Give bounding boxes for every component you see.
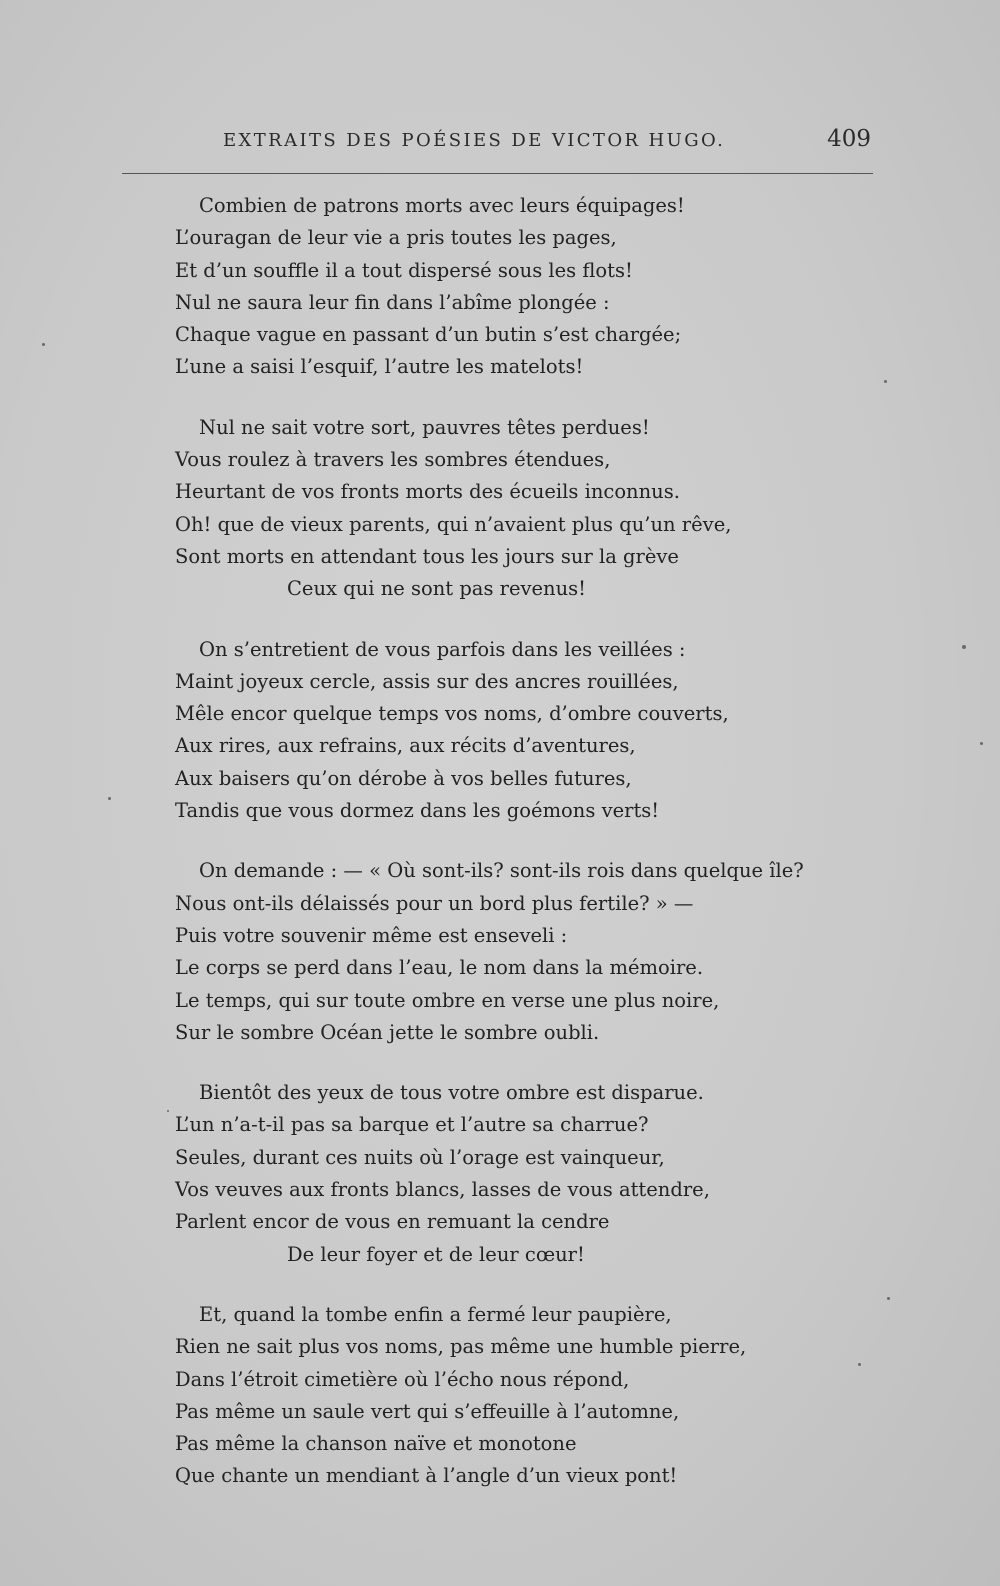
verse-line: Bientôt des yeux de tous votre ombre est disparue. xyxy=(199,1081,704,1105)
verse-line: L’un n’a-t-il pas sa barque et l’autre sa charrue? xyxy=(175,1113,649,1137)
verse-line: Parlent encor de vous en remuant la cendre xyxy=(175,1210,610,1234)
verse-line: Mêle encor quelque temps vos noms, d’ombre couverts, xyxy=(175,702,729,726)
verse-line: Oh! que de vieux parents, qui n’avaient plus qu’un rêve, xyxy=(175,512,732,536)
page-number: 409 xyxy=(827,126,871,152)
paper-speck xyxy=(962,645,966,649)
verse-line: Nous ont-ils délaissés pour un bord plus fertile? » — xyxy=(175,891,694,915)
paper-speck xyxy=(167,1110,169,1112)
verse-line: Aux rires, aux refrains, aux récits d’aventures, xyxy=(175,734,636,758)
verse-line: Vos veuves aux fronts blancs, lasses de vous attendre, xyxy=(175,1178,710,1202)
verse-line: Pas même un saule vert qui s’effeuille à l’automne, xyxy=(175,1399,680,1423)
verse-line: Que chante un mendiant à l’angle d’un vieux pont! xyxy=(175,1464,678,1488)
verse-line: Le corps se perd dans l’eau, le nom dans la mémoire. xyxy=(175,956,704,980)
stanza xyxy=(175,412,855,606)
verse-line: L’une a saisi l’esquif, l’autre les matelots! xyxy=(175,355,584,379)
verse-line: Combien de patrons morts avec leurs équipages! xyxy=(199,194,685,217)
verse-line: On s’entretient de vous parfois dans les veillées : xyxy=(199,637,686,661)
verse-line: On demande : — « Où sont-ils? sont-ils rois dans quelque île? xyxy=(199,859,804,883)
verse-line: Seules, durant ces nuits où l’orage est vainqueur, xyxy=(175,1145,665,1169)
verse-line: Le temps, qui sur toute ombre en verse une plus noire, xyxy=(175,988,720,1012)
page-header xyxy=(120,124,875,164)
verse-line: Et d’un souffle il a tout dispersé sous les flots! xyxy=(175,258,633,282)
verse-line: L’ouragan de leur vie a pris toutes les pages, xyxy=(175,226,617,250)
verse-line: Dans l’étroit cimetière où l’écho nous répond, xyxy=(175,1367,630,1391)
stanza xyxy=(175,855,855,1049)
verse-line: Ceux qui ne sont pas revenus! xyxy=(287,577,587,601)
verse-line: Rien ne sait plus vos noms, pas même une humble pierre, xyxy=(175,1335,747,1359)
stanza xyxy=(175,1299,855,1493)
paper-speck xyxy=(42,343,45,346)
verse-line: Nul ne sait votre sort, pauvres têtes perdues! xyxy=(199,415,650,439)
verse-line: Et, quand la tombe enfin a fermé leur paupière, xyxy=(199,1302,672,1326)
verse-line: Pas même la chanson naïve et monotone xyxy=(175,1432,577,1456)
stanza xyxy=(175,634,855,828)
running-head: EXTRAITS DES POÉSIES DE VICTOR HUGO. xyxy=(223,130,726,151)
verse-line: Heurtant de vos fronts morts des écueils inconnus. xyxy=(175,480,680,504)
verse-line: Vous roulez à travers les sombres étendues, xyxy=(175,448,611,472)
verse-line: Maint joyeux cercle, assis sur des ancres rouillées, xyxy=(175,669,679,693)
stanza xyxy=(175,1077,855,1271)
paper-speck xyxy=(884,380,887,383)
paper-speck xyxy=(887,1297,890,1300)
verse-line: Chaque vague en passant d’un butin s’est chargée; xyxy=(175,323,682,347)
paper-speck xyxy=(108,797,111,800)
verse-line: Nul ne saura leur fin dans l’abîme plongée : xyxy=(175,290,610,314)
verse-line: Sont morts en attendant tous les jours sur la grève xyxy=(175,544,679,568)
verse-line: De leur foyer et de leur cœur! xyxy=(287,1242,585,1266)
verse-line: Aux baisers qu’on dérobe à vos belles futures, xyxy=(175,766,632,790)
poem-body xyxy=(175,190,855,1521)
paper-speck xyxy=(980,742,983,745)
header-rule xyxy=(122,173,873,174)
verse-line: Sur le sombre Océan jette le sombre oubli. xyxy=(175,1020,600,1044)
verse-line: Puis votre souvenir même est enseveli : xyxy=(175,923,568,947)
verse-line: Tandis que vous dormez dans les goémons verts! xyxy=(175,799,660,823)
stanza xyxy=(175,190,855,384)
paper-speck xyxy=(858,1363,861,1366)
